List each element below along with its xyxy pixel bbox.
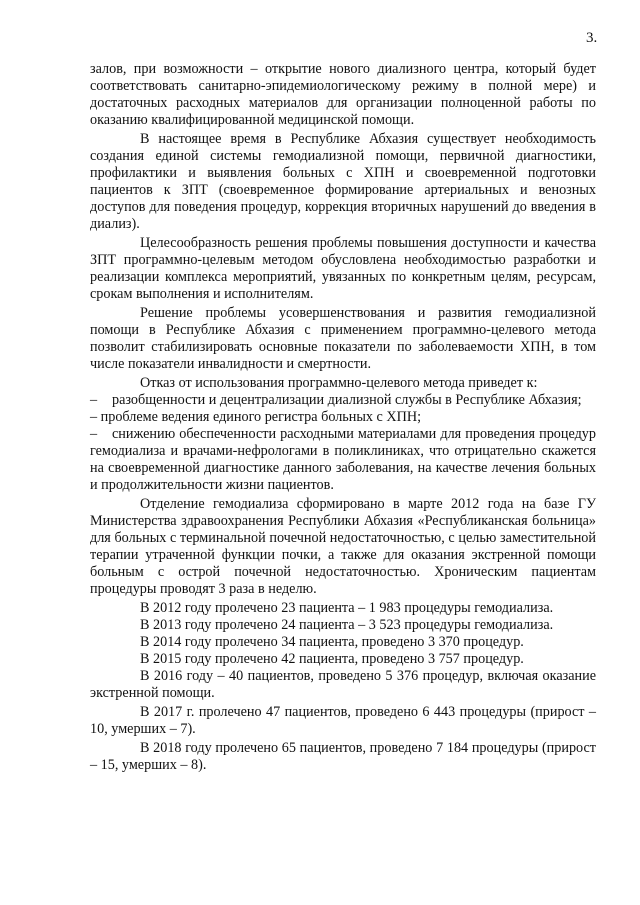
stat-2013: В 2013 году пролечено 24 пациента – 3 523 процедуры гемодиализа.: [140, 617, 554, 633]
page-number: 3.: [586, 30, 598, 46]
list-item-text: разобщенности и децентрализации диализной службы в Республике Абхазия;: [112, 392, 582, 408]
list-item-supplies: [90, 426, 596, 494]
paragraph-solution: Решение проблемы усовершенствования и развития гемодиализной помощи в Республике Абхазия с применением программно-целевого метода позволит стабилизировать основные показатели по заболеваемости ХПН, в том числе показатели инвалидности и смертности.: [90, 305, 596, 372]
dash-marker: –: [90, 426, 98, 442]
list-item-registry: – проблеме ведения единого регистра больных с ХПН;: [90, 409, 422, 425]
paragraph-department: Отделение гемодиализа сформировано в марте 2012 года на базе ГУ Министерства здравоохранения Республики Абхазия «Республиканская больница» для больных с терминальной почечной недостаточностью, с целью заместительной терапии утраченной функции почки, а также для оказания экстренной помощи больным с острой почечной недостаточностью. Хроническим пациентам процедуры проводят 3 раза в неделю.: [90, 496, 596, 597]
paragraph-program-method: Целесообразность решения проблемы повышения доступности и качества ЗПТ программно-целевым методом обусловлена необходимостью разработки и реализации комплекса мероприятий, увязанных по конкретным целям, ресурсам, срокам выполнения и исполнителям.: [90, 235, 596, 302]
document-body: [90, 61, 596, 776]
paragraph-continuation: залов, при возможности – открытие нового диализного центра, который будет соответствовать санитарно-эпидемиологическому режиму в полной мере) и достаточных расходных материалов для организации полноценной работы по оказанию квалифицированной медицинской помощи.: [90, 61, 596, 128]
list-item-text: снижению обеспеченности расходными материалами для проведения процедур гемодиализа и врачами-нефрологами в поликлиниках, что отрицательно скажется на своевременной диагностике данного заболевания, на качестве лечения больных и продолжительности жизни пациентов.: [90, 426, 596, 493]
stat-2017: В 2017 г. пролечено 47 пациентов, проведено 6 443 процедуры (прирост – 10, умерших – 7).: [90, 704, 596, 737]
stat-2012: В 2012 году пролечено 23 пациента – 1 983 процедуры гемодиализа.: [140, 600, 554, 616]
paragraph-hemodialysis-need: В настоящее время в Республике Абхазия существует необходимость создания единой системы гемодиализной помощи, первичной диагностики, профилактики и выявления больных с ХПН и своевременной подготовки пациентов к ЗПТ (своевременное формирование артериальных и венозных доступов для поведения процедур, коррекция вторичных нарушений до введения в диализ).: [90, 131, 596, 232]
stat-2016: В 2016 году – 40 пациентов, проведено 5 376 процедур, включая оказание экстренной помощи.: [90, 668, 596, 701]
paragraph-refusal-intro: Отказ от использования программно-целевого метода приведет к:: [140, 375, 538, 391]
stat-2015: В 2015 году пролечено 42 пациента, проведено 3 757 процедур.: [140, 651, 524, 667]
list-item-fragmentation: [90, 392, 596, 409]
dash-marker: –: [90, 392, 98, 408]
stat-2014: В 2014 году пролечено 34 пациента, проведено 3 370 процедур.: [140, 634, 524, 650]
stat-2018: В 2018 году пролечено 65 пациентов, проведено 7 184 процедуры (прирост – 15, умерших – 8).: [90, 740, 596, 773]
